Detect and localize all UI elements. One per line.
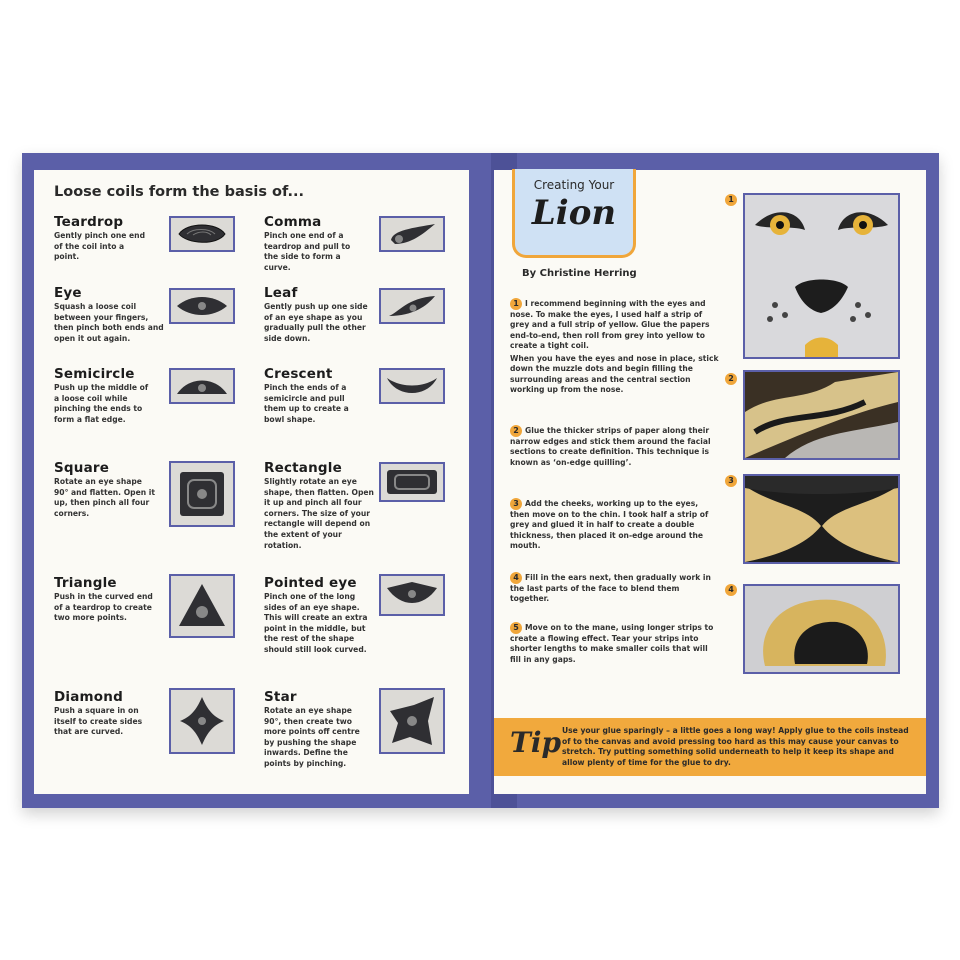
shape-description: Push a square in on itself to create sides that are curved. [54, 706, 143, 737]
eye-coil-icon [169, 288, 235, 324]
photo-number-badge: 4 [725, 584, 737, 596]
tip-label: Tip [510, 726, 562, 759]
shape-description: Gently push up one side of an eye shape as you gradually pull the other side down. [264, 302, 368, 343]
leaf-coil-icon [379, 288, 445, 324]
comma-coil-icon [379, 216, 445, 252]
step-number-badge: 4 [510, 572, 522, 584]
step-2 [510, 425, 720, 468]
step-text: When you have the eyes and nose in place, stick down the muzzle dots and begin filling the surrounding areas and the central section working up from the nose. [510, 354, 719, 395]
photo-number-badge: 1 [725, 194, 737, 206]
article-title-tab [512, 169, 636, 258]
teardrop-coil-icon [169, 216, 235, 252]
shape-title: Comma [264, 214, 322, 230]
step-number-badge: 2 [510, 425, 522, 437]
shape-description: Rotate an eye shape 90°, then create two more points off centre by pushing the shape inwards. Define the points by pinching. [264, 706, 360, 768]
semicircle-coil-icon [169, 368, 235, 404]
shape-description: Pinch one of the long sides of an eye shape. This will create an extra point in the middle, but the rest of the shape should still look curved. [264, 592, 368, 654]
step-text: Glue the thicker strips of paper along their narrow edges and stick them around the facial sections to create definition. This technique is known as ‘on-edge quilling’. [510, 426, 711, 467]
shape-description: Push up the middle of a loose coil while pinching the ends to form a flat edge. [54, 383, 149, 424]
shape-description: Pinch one end of a teardrop and pull to the side to form a curve. [264, 231, 351, 272]
shape-title: Pointed eye [264, 575, 357, 591]
byline: By Christine Herring [522, 268, 637, 279]
star-coil-icon [379, 688, 445, 754]
shape-title: Teardrop [54, 214, 124, 230]
step-1-continued [510, 354, 720, 396]
step-text: Add the cheeks, working up to the eyes, then move on to the chin. I took half a strip of grey and glued it in half to create a double thickness, then placed it on-edge around the mouth. [510, 499, 709, 551]
left-page [34, 170, 469, 794]
lion-eyes-nose-photo-icon [743, 193, 900, 359]
step-4 [510, 572, 720, 605]
step-number-badge: 1 [510, 298, 522, 310]
shape-title: Eye [54, 285, 82, 301]
lion-ear-photo-icon [743, 584, 900, 674]
shape-title: Square [54, 460, 110, 476]
shape-title: Semicircle [54, 366, 135, 382]
step-text: Fill in the ears next, then gradually work in the last parts of the face to blend them together. [510, 573, 711, 604]
square-coil-icon [169, 461, 235, 527]
shape-description: Slightly rotate an eye shape, then flatten. Open it up and pinch all four corners. The size of your rectangle will depend on the extent of your rotation. [264, 477, 374, 550]
shape-description: Rotate an eye shape 90° and flatten. Open it up, then pinch all four corners. [54, 477, 156, 518]
pointed-eye-coil-icon [379, 574, 445, 616]
shape-description: Push in the curved end of a teardrop to create two more points. [54, 592, 153, 623]
shape-description: Pinch the ends of a semicircle and pull them up to create a bowl shape. [264, 383, 349, 424]
triangle-coil-icon [169, 574, 235, 638]
step-text: Move on to the mane, using longer strips to create a flowing effect. Tear your strips into shorter lengths to make smaller coils that will fill in any gaps. [510, 623, 714, 664]
diamond-coil-icon [169, 688, 235, 754]
shape-title: Diamond [54, 689, 123, 705]
lion-cheeks-photo-icon [743, 474, 900, 564]
step-1 [510, 298, 720, 352]
crescent-coil-icon [379, 368, 445, 404]
step-text: I recommend beginning with the eyes and nose. To make the eyes, I used half a strip of grey and a full strip of yellow. Glue the papers end-to-end, then roll from grey into yellow to create a tight coil. [510, 299, 710, 351]
onedge-quilling-photo-icon [743, 370, 900, 460]
rectangle-coil-icon [379, 462, 445, 502]
title-line-1: Creating Your [533, 178, 615, 192]
step-5 [510, 622, 720, 665]
step-number-badge: 5 [510, 622, 522, 634]
shape-title: Crescent [264, 366, 333, 382]
right-page [494, 170, 926, 794]
tip-box [494, 718, 926, 776]
shape-description: Squash a loose coil between your fingers, then pinch both ends and open it out again. [54, 302, 164, 343]
photo-number-badge: 3 [725, 475, 737, 487]
tip-text: Use your glue sparingly – a little goes a long way! Apply glue to the coils instead of to the canvas and avoid pressing too hard as this may cause your canvas to stretch. Try putting something solid underneath to help it keep its shape and allow plenty of time for the glue to dry. [562, 726, 909, 767]
step-number-badge: 3 [510, 498, 522, 510]
left-page-heading: Loose coils form the basis of... [54, 184, 305, 200]
shape-title: Star [264, 689, 297, 705]
shape-description: Gently pinch one end of the coil into a point. [54, 231, 146, 262]
shape-title: Triangle [54, 575, 117, 591]
shape-title: Rectangle [264, 460, 342, 476]
step-3 [510, 498, 720, 552]
title-line-2: Lion [531, 193, 617, 233]
shape-title: Leaf [264, 285, 298, 301]
magazine-spread [22, 153, 939, 808]
photo-number-badge: 2 [725, 373, 737, 385]
